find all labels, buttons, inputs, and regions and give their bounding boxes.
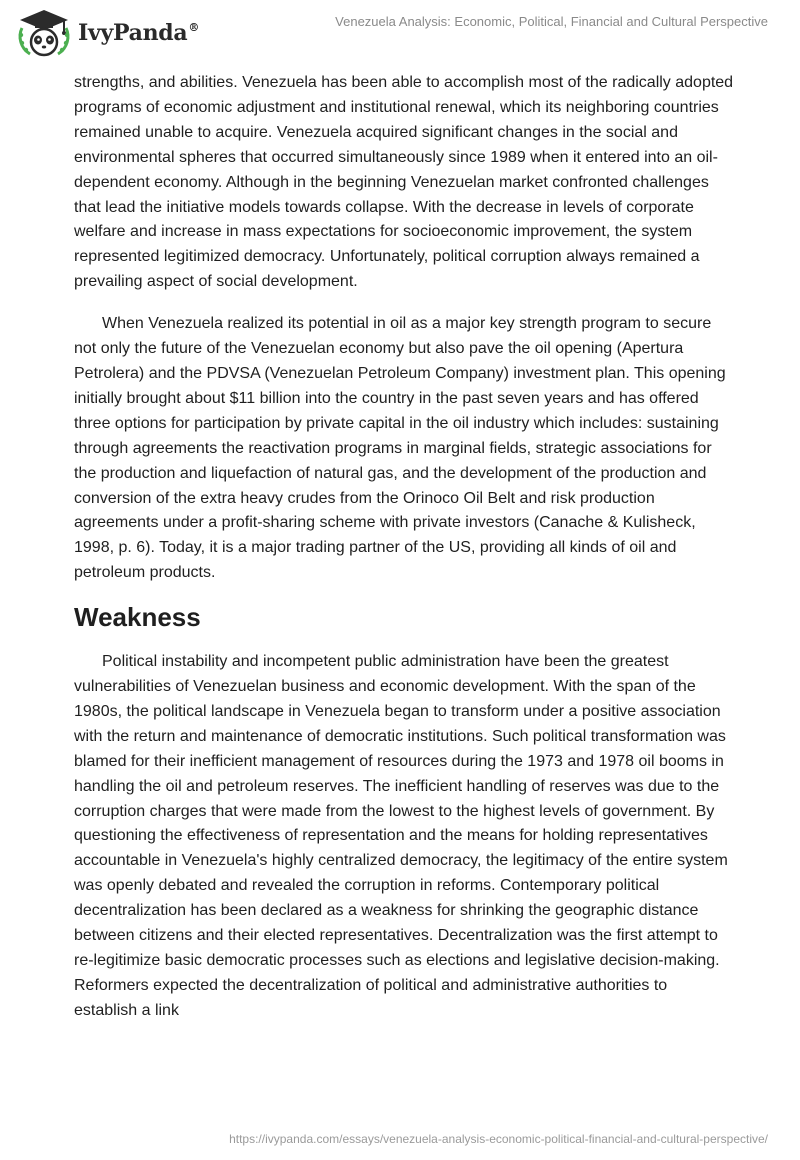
paragraph-oil-opening: When Venezuela realized its potential in oil as a major key strength program to secure not only the future of the Venezuelan economy but also pave the oil opening (Apertura Petrolera) and the PDVSA (Venezuelan Petroleum Company) investment plan. This opening initially brought about $11 billion into the country in the past seven years and has offered three options for participation by private capital in the oil industry which includes: sustaining through agreements the reactivation programs in marginal fields, strategic associations for the production and liquefaction of natural gas, and the development of the production and conversion of the extra heavy crudes from the Orinoco Oil Belt and risk production agreements under a profit-sharing scheme with private investors (Canache & Kulisheck, 1998, p. 6). Today, it is a major trading partner of the US, providing all kinds of oil and petroleum products. — [74, 315, 726, 582]
source-url[interactable]: https://ivypanda.com/essays/venezuela-analysis-economic-political-financial-and-cultural-perspective/ — [229, 1132, 768, 1146]
essay-body — [74, 71, 734, 1024]
page-header — [0, 0, 800, 70]
document-title: Venezuela Analysis: Economic, Political, Financial and Cultural Perspective — [335, 14, 768, 29]
section-heading-weakness: Weakness — [74, 602, 201, 633]
paragraph-weakness: Political instability and incompetent public administration have been the greatest vulnerabilities of Venezuelan business and economic development. With the span of the 1980s, the political landscape in Venezuela began to transform under a positive association with the return and maintenance of democratic institutions. Such political transformation was blamed for their inefficient management of resources during the 1973 and 1978 oil booms in handling the oil and petroleum reserves. The inefficient handling of reserves was due to the corruption charges that were made from the lowest to the highest levels of government. By questioning the effectiveness of representation and the means for holding representatives accountable in Venezuela's highly centralized democracy, the legitimacy of the entire system was openly debated and revealed the corruption in reforms. Contemporary political decentralization has been declared as a weakness for shrinking the geographic distance between citizens and their elected representatives. Decentralization was the first attempt to re-legitimize basic democratic processes such as elections and legislative decision-making. Reformers expected the decentralization of political and administrative authorities to establish a link — [74, 653, 728, 1019]
paragraph-continued: strengths, and abilities. Venezuela has been able to accomplish most of the radically adopted programs of economic adjustment and institutional renewal, which its neighboring countries remained unable to acquire. Venezuela acquired significant changes in the social and environmental spheres that occurred simultaneously since 1989 when it entered into an oil-dependent economy. Although in the beginning Venezuelan market confronted challenges that lead the initiative models towards collapse. With the decrease in levels of corporate welfare and increase in mass expectations for socioeconomic improvement, the system represented legitimized democracy. Unfortunately, political corruption always remained a prevailing aspect of social development. — [74, 74, 734, 291]
ivypanda-logo[interactable] — [16, 8, 199, 58]
brand-name — [78, 20, 199, 46]
panda-graduate-icon — [16, 8, 72, 58]
registered-mark: ® — [188, 21, 200, 34]
brand-label: IvyPanda — [78, 20, 188, 46]
